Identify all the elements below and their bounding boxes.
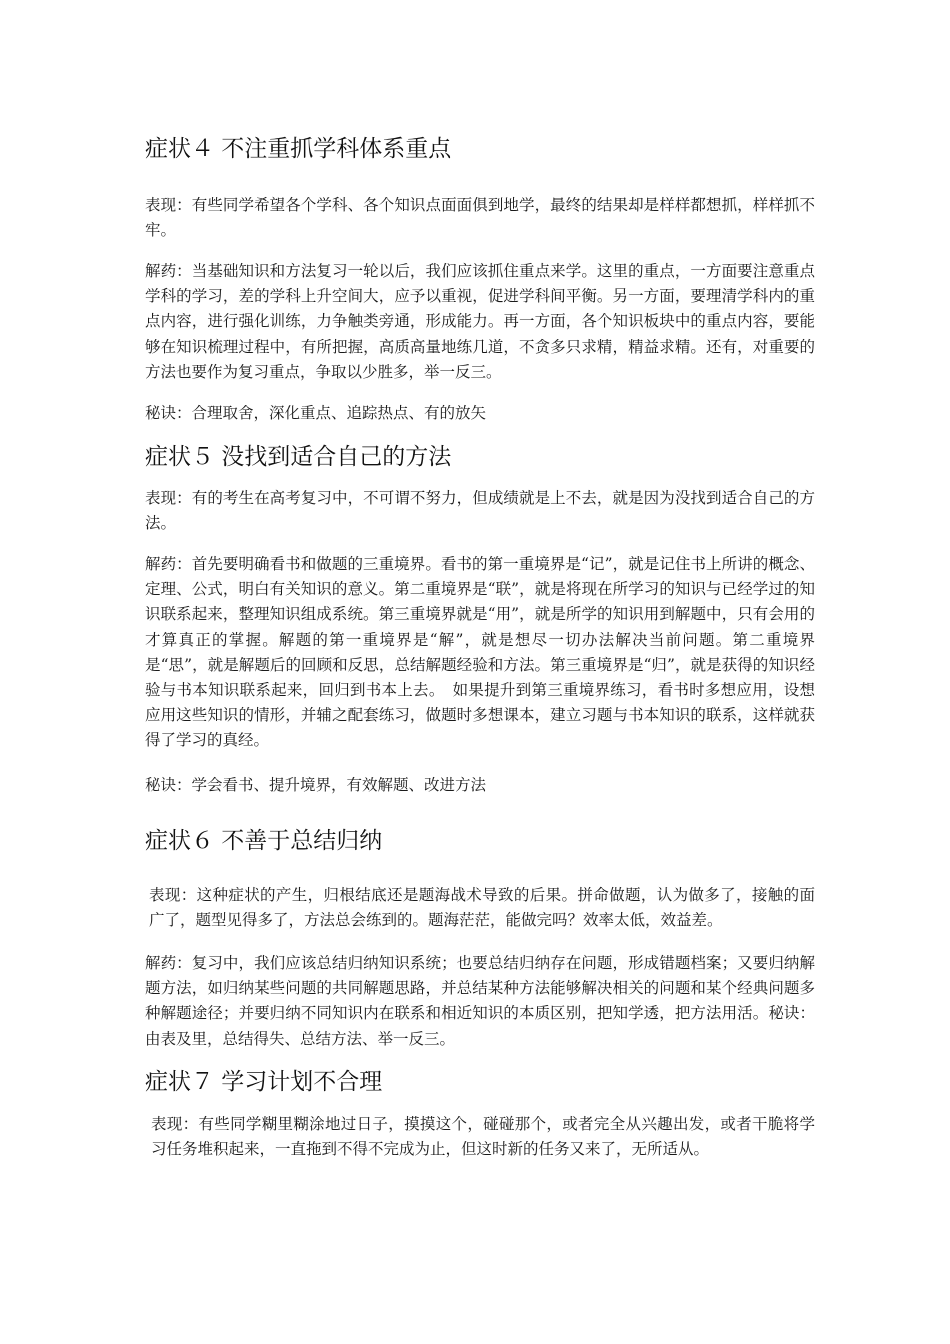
section-4-heading: 症状４ 不注重抓学科体系重点 <box>145 136 452 162</box>
section-4-tip: 秘诀：合理取舍，深化重点、追踪热点、有的放矢 <box>145 404 487 422</box>
section-5-tip: 秘诀：学会看书、提升境界，有效解题、改进方法 <box>145 776 487 794</box>
section-4-remedy: 解药：当基础知识和方法复习一轮以后，我们应该抓住重点来学。这里的重点，一方面要注意重点学科的学习，差的学科上升空间大，应予以重视，促进学科间平衡。另一方面，要理清学科内的重点内容，进行强化训练，力争触类旁通，形成能力。再一方面，各个知识板块中的重点内容，要能够在知识梳理过程中，有所把握，高质高量地练几道，不贪多只求精，精益求精。还有，对重要的方法也要作为复习重点，争取以少胜多，举一反三。 <box>145 262 815 381</box>
section-7-heading: 症状７ 学习计划不合理 <box>145 1069 383 1095</box>
section-7-symptom: 表现：有些同学糊里糊涂地过日子，摸摸这个，碰碰那个，或者完全从兴趣出发，或者干脆将学习任务堆积起来，一直拖到不得不完成为止，但这时新的任务又来了，无所适从。 <box>151 1115 815 1159</box>
section-4-symptom: 表现：有些同学希望各个学科、各个知识点面面俱到地学，最终的结果却是样样都想抓，样样抓不牢。 <box>145 196 815 240</box>
section-5-heading: 症状５ 没找到适合自己的方法 <box>145 444 452 470</box>
section-6-heading: 症状６ 不善于总结归纳 <box>145 828 383 854</box>
section-5-remedy: 解药：首先要明确看书和做题的三重境界。看书的第一重境界是“记”，就是记住书上所讲的概念、定理、公式，明白有关知识的意义。第二重境界是“联”，就是将现在所学习的知识与已经学过的知识联系起来，整理知识组成系统。第三重境界就是“用”，就是所学的知识用到解题中，只有会用的才算真正的掌握。解题的第一重境界是“解”，就是想尽一切办法解决当前问题。第二重境界是“思”，就是解题后的回顾和反思，总结解题经验和方法。第三重境界是“归”，就是获得的知识经验与书本知识联系起来，回归到书本上去。 如果提升到第三重境界练习，看书时多想应用，设想应用这些知识的情形，并辅之配套练习，做题时多想课本，建立习题与书本知识的联系，这样就获得了学习的真经。 <box>145 555 815 750</box>
section-6-remedy: 解药：复习中，我们应该总结归纳知识系统；也要总结归纳存在问题，形成错题档案；又要归纳解题方法，如归纳某些问题的共同解题思路，并总结某种方法能够解决相关的问题和某个经典问题多种解题途径；并要归纳不同知识内在联系和相近知识的本质区别，把知学透，把方法用活。秘诀：由表及里，总结得失、总结方法、举一反三。 <box>145 954 815 1048</box>
section-5-symptom: 表现：有的考生在高考复习中，不可谓不努力，但成绩就是上不去，就是因为没找到适合自己的方法。 <box>145 489 815 533</box>
section-6-symptom: 表现：这种症状的产生，归根结底还是题海战术导致的后果。拼命做题，认为做多了，接触的面广了，题型见得多了，方法总会练到的。题海茫茫，能做完吗？效率太低，效益差。 <box>149 886 815 930</box>
